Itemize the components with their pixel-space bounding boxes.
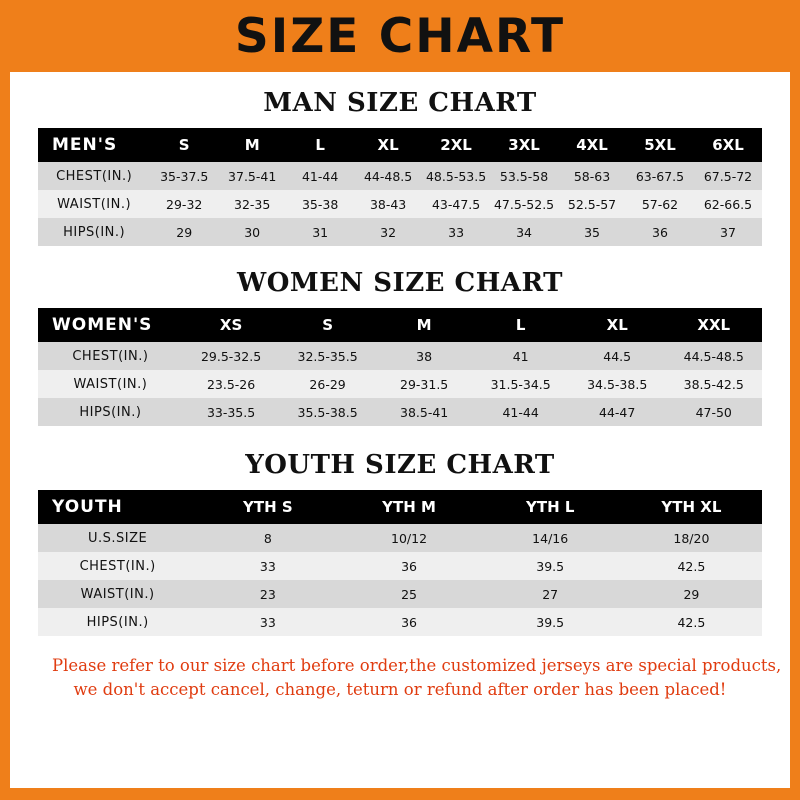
youth-col-header: YTH XL	[621, 490, 762, 524]
men-table-body	[38, 162, 762, 246]
men-cell: 33	[422, 218, 490, 246]
men-col-header: 3XL	[490, 128, 558, 162]
men-cell: 32-35	[218, 190, 286, 218]
youth-cell: 14/16	[480, 524, 621, 552]
women-col-header: XXL	[665, 308, 762, 342]
women-cell: 38	[376, 342, 473, 370]
women-cell: 23.5-26	[183, 370, 280, 398]
men-cell: 37.5-41	[218, 162, 286, 190]
youth-col-header: YTH M	[338, 490, 479, 524]
men-cell: 57-62	[626, 190, 694, 218]
youth-corner-label: YOUTH	[38, 490, 197, 524]
youth-cell: 10/12	[338, 524, 479, 552]
men-cell: 58-63	[558, 162, 626, 190]
women-cell: 44-47	[569, 398, 666, 426]
men-cell: 44-48.5	[354, 162, 422, 190]
youth-size-table	[38, 490, 762, 636]
men-cell: 52.5-57	[558, 190, 626, 218]
men-cell: 63-67.5	[626, 162, 694, 190]
women-col-header: XL	[569, 308, 666, 342]
men-col-header: XL	[354, 128, 422, 162]
men-size-table	[38, 128, 762, 246]
women-cell: 35.5-38.5	[279, 398, 376, 426]
table-row	[38, 608, 762, 636]
women-cell: 44.5	[569, 342, 666, 370]
footer-note-line-1: Please refer to our size chart before order,the customized jerseys are special products,	[52, 656, 782, 675]
men-cell: 37	[694, 218, 762, 246]
men-cell: 34	[490, 218, 558, 246]
men-cell: 30	[218, 218, 286, 246]
youth-row-label: WAIST(IN.)	[38, 580, 197, 608]
women-section-title: WOMEN SIZE CHART	[237, 268, 563, 298]
women-cell: 38.5-41	[376, 398, 473, 426]
bottom-accent-bar	[10, 788, 790, 800]
youth-table-body	[38, 524, 762, 636]
men-cell: 35	[558, 218, 626, 246]
men-cell: 38-43	[354, 190, 422, 218]
youth-cell: 29	[621, 580, 762, 608]
women-cell: 34.5-38.5	[569, 370, 666, 398]
table-header-row	[38, 308, 762, 342]
women-col-header: S	[279, 308, 376, 342]
men-col-header: 5XL	[626, 128, 694, 162]
women-table-body	[38, 342, 762, 426]
women-cell: 44.5-48.5	[665, 342, 762, 370]
men-cell: 41-44	[286, 162, 354, 190]
table-row	[38, 342, 762, 370]
youth-cell: 27	[480, 580, 621, 608]
men-corner-label: MEN'S	[38, 128, 150, 162]
women-size-table	[38, 308, 762, 426]
women-cell: 32.5-35.5	[279, 342, 376, 370]
table-row	[38, 218, 762, 246]
men-cell: 48.5-53.5	[422, 162, 490, 190]
youth-row-label: U.S.SIZE	[38, 524, 197, 552]
youth-row-label: CHEST(IN.)	[38, 552, 197, 580]
youth-col-header: YTH L	[480, 490, 621, 524]
women-cell: 47-50	[665, 398, 762, 426]
youth-table-header	[38, 490, 762, 524]
men-cell: 43-47.5	[422, 190, 490, 218]
youth-section-title: YOUTH SIZE CHART	[245, 450, 555, 480]
youth-cell: 39.5	[480, 552, 621, 580]
men-cell: 36	[626, 218, 694, 246]
women-row-label: WAIST(IN.)	[38, 370, 183, 398]
men-cell: 29	[150, 218, 218, 246]
table-header-row	[38, 490, 762, 524]
youth-row-label: HIPS(IN.)	[38, 608, 197, 636]
women-row-label: HIPS(IN.)	[38, 398, 183, 426]
table-header-row	[38, 128, 762, 162]
women-table-header	[38, 308, 762, 342]
men-cell: 35-38	[286, 190, 354, 218]
men-cell: 35-37.5	[150, 162, 218, 190]
youth-col-header: YTH S	[197, 490, 338, 524]
youth-cell: 36	[338, 608, 479, 636]
table-row	[38, 580, 762, 608]
youth-cell: 33	[197, 552, 338, 580]
footer-note	[38, 654, 782, 702]
men-cell: 53.5-58	[490, 162, 558, 190]
women-cell: 31.5-34.5	[472, 370, 569, 398]
men-cell: 32	[354, 218, 422, 246]
men-cell: 67.5-72	[694, 162, 762, 190]
youth-cell: 8	[197, 524, 338, 552]
men-table-header	[38, 128, 762, 162]
women-cell: 33-35.5	[183, 398, 280, 426]
youth-cell: 36	[338, 552, 479, 580]
footer-note-line-2: we don't accept cancel, change, teturn or refund after order has been placed!	[73, 679, 727, 699]
men-cell: 31	[286, 218, 354, 246]
men-col-header: 4XL	[558, 128, 626, 162]
men-cell: 29-32	[150, 190, 218, 218]
men-col-header: S	[150, 128, 218, 162]
youth-cell: 25	[338, 580, 479, 608]
men-col-header: M	[218, 128, 286, 162]
women-cell: 29-31.5	[376, 370, 473, 398]
youth-cell: 42.5	[621, 608, 762, 636]
women-cell: 26-29	[279, 370, 376, 398]
chart-content	[10, 88, 790, 702]
women-row-label: CHEST(IN.)	[38, 342, 183, 370]
women-cell: 38.5-42.5	[665, 370, 762, 398]
page-banner	[0, 0, 800, 72]
women-col-header: XS	[183, 308, 280, 342]
men-row-label: WAIST(IN.)	[38, 190, 150, 218]
men-row-label: HIPS(IN.)	[38, 218, 150, 246]
youth-cell: 18/20	[621, 524, 762, 552]
table-row	[38, 370, 762, 398]
women-col-header: M	[376, 308, 473, 342]
men-col-header: 2XL	[422, 128, 490, 162]
youth-cell: 23	[197, 580, 338, 608]
women-corner-label: WOMEN'S	[38, 308, 183, 342]
women-cell: 29.5-32.5	[183, 342, 280, 370]
men-cell: 47.5-52.5	[490, 190, 558, 218]
men-cell: 62-66.5	[694, 190, 762, 218]
table-row	[38, 190, 762, 218]
page-title: SIZE CHART	[234, 8, 566, 64]
table-row	[38, 398, 762, 426]
man-section-title: MAN SIZE CHART	[263, 88, 537, 118]
youth-cell: 42.5	[621, 552, 762, 580]
men-col-header: L	[286, 128, 354, 162]
women-cell: 41-44	[472, 398, 569, 426]
table-row	[38, 524, 762, 552]
table-row	[38, 162, 762, 190]
women-col-header: L	[472, 308, 569, 342]
table-row	[38, 552, 762, 580]
women-cell: 41	[472, 342, 569, 370]
youth-cell: 33	[197, 608, 338, 636]
men-col-header: 6XL	[694, 128, 762, 162]
men-row-label: CHEST(IN.)	[38, 162, 150, 190]
youth-cell: 39.5	[480, 608, 621, 636]
